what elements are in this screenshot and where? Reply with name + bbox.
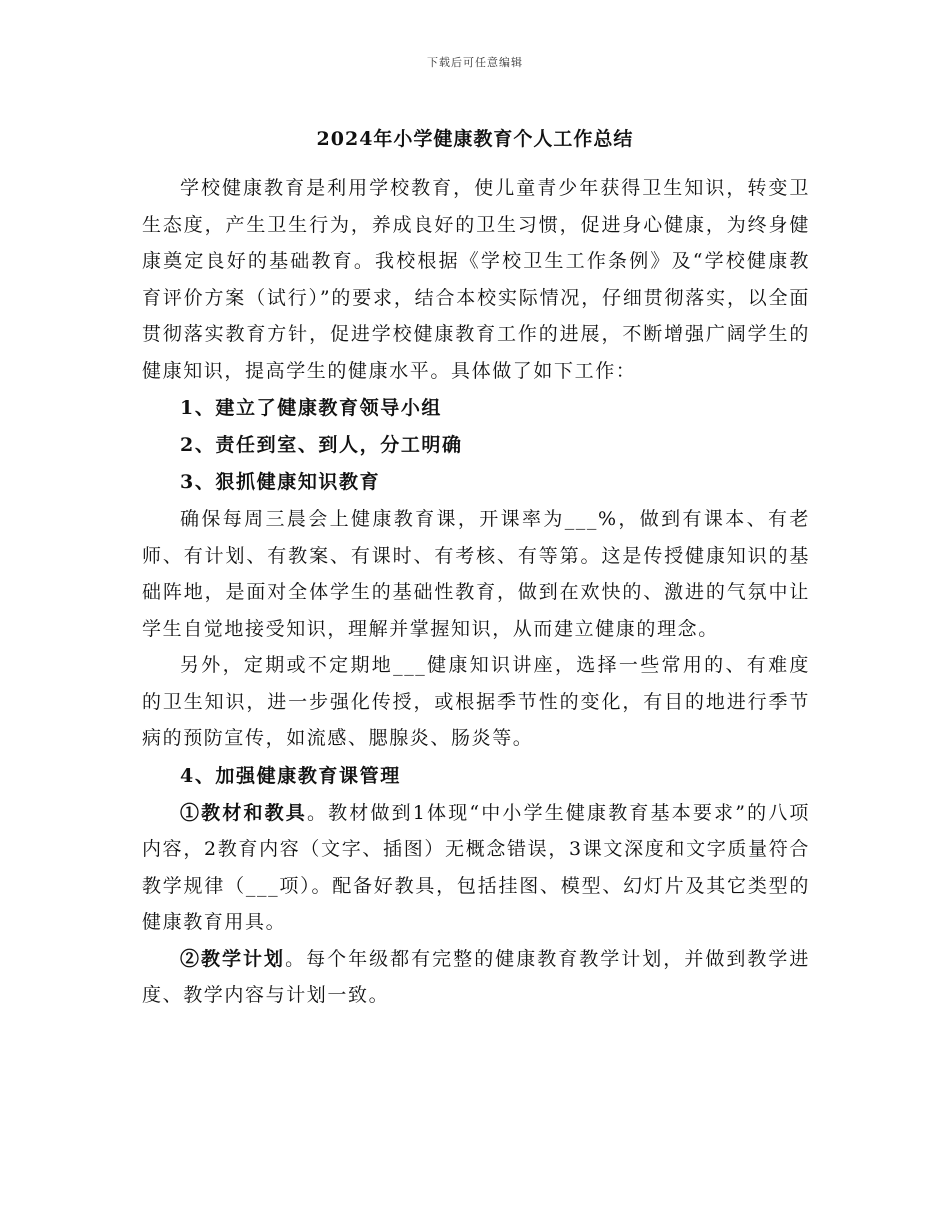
- section-3-paragraph-a: 确保每周三晨会上健康教育课，开课率为___%，做到有课本、有老师、有计划、有教案、有课时、有考核、有等第。这是传授健康知识的基础阵地，是面对全体学生的基础性教育，做到在欢快的、激进的气氛中让学生自觉地接受知识，理解并掌握知识，从而建立健康的理念。: [142, 508, 810, 640]
- document-body: [142, 170, 810, 1014]
- item-1-label: ①教材和教具: [180, 801, 307, 824]
- section-heading-1: 1、建立了健康教育领导小组: [180, 397, 443, 419]
- section-4-item-1: [142, 795, 810, 941]
- intro-paragraph: 学校健康教育是利用学校教育，使儿童青少年获得卫生知识，转变卫生态度，产生卫生行为，养成良好的卫生习惯，促进身心健康，为终身健康奠定良好的基础教育。我校根据《学校卫生工作条例》及“学校健康教育评价方案（试行）”的要求，结合本校实际情况，仔细贯彻落实，以全面贯彻落实教育方针，促进学校健康教育工作的进展，不断增强广阔学生的健康知识，提高学生的健康水平。具体做了如下工作：: [142, 177, 810, 382]
- section-heading-3: 3、狠抓健康知识教育: [180, 471, 381, 493]
- item-1-text: 。教材做到1体现“中小学生健康教育基本要求”的八项内容，2教育内容（文字、插图）无概念错误，3课文深度和文字质量符合教学规律（___项）。配备好教具，包括挂图、模型、幻灯片及其它类型的健康教育用具。: [142, 801, 810, 933]
- header-note: 下载后可任意编辑: [427, 56, 523, 69]
- item-2-label: ②教学计划: [180, 947, 286, 970]
- section-4-item-2: [142, 941, 810, 1014]
- document-title: 2024年小学健康教育个人工作总结: [316, 128, 634, 150]
- section-heading-4: 4、加强健康教育课管理: [180, 764, 401, 787]
- section-heading-2: 2、责任到室、到人，分工明确: [180, 434, 463, 456]
- section-3-paragraph-b: 另外，定期或不定期地___健康知识讲座，选择一些常用的、有难度的卫生知识，进一步强化传授，或根据季节性的变化，有目的地进行季节病的预防宣传，如流感、腮腺炎、肠炎等。: [142, 654, 810, 749]
- item-2-text: 。每个年级都有完整的健康教育教学计划，并做到教学进度、教学内容与计划一致。: [142, 947, 810, 1006]
